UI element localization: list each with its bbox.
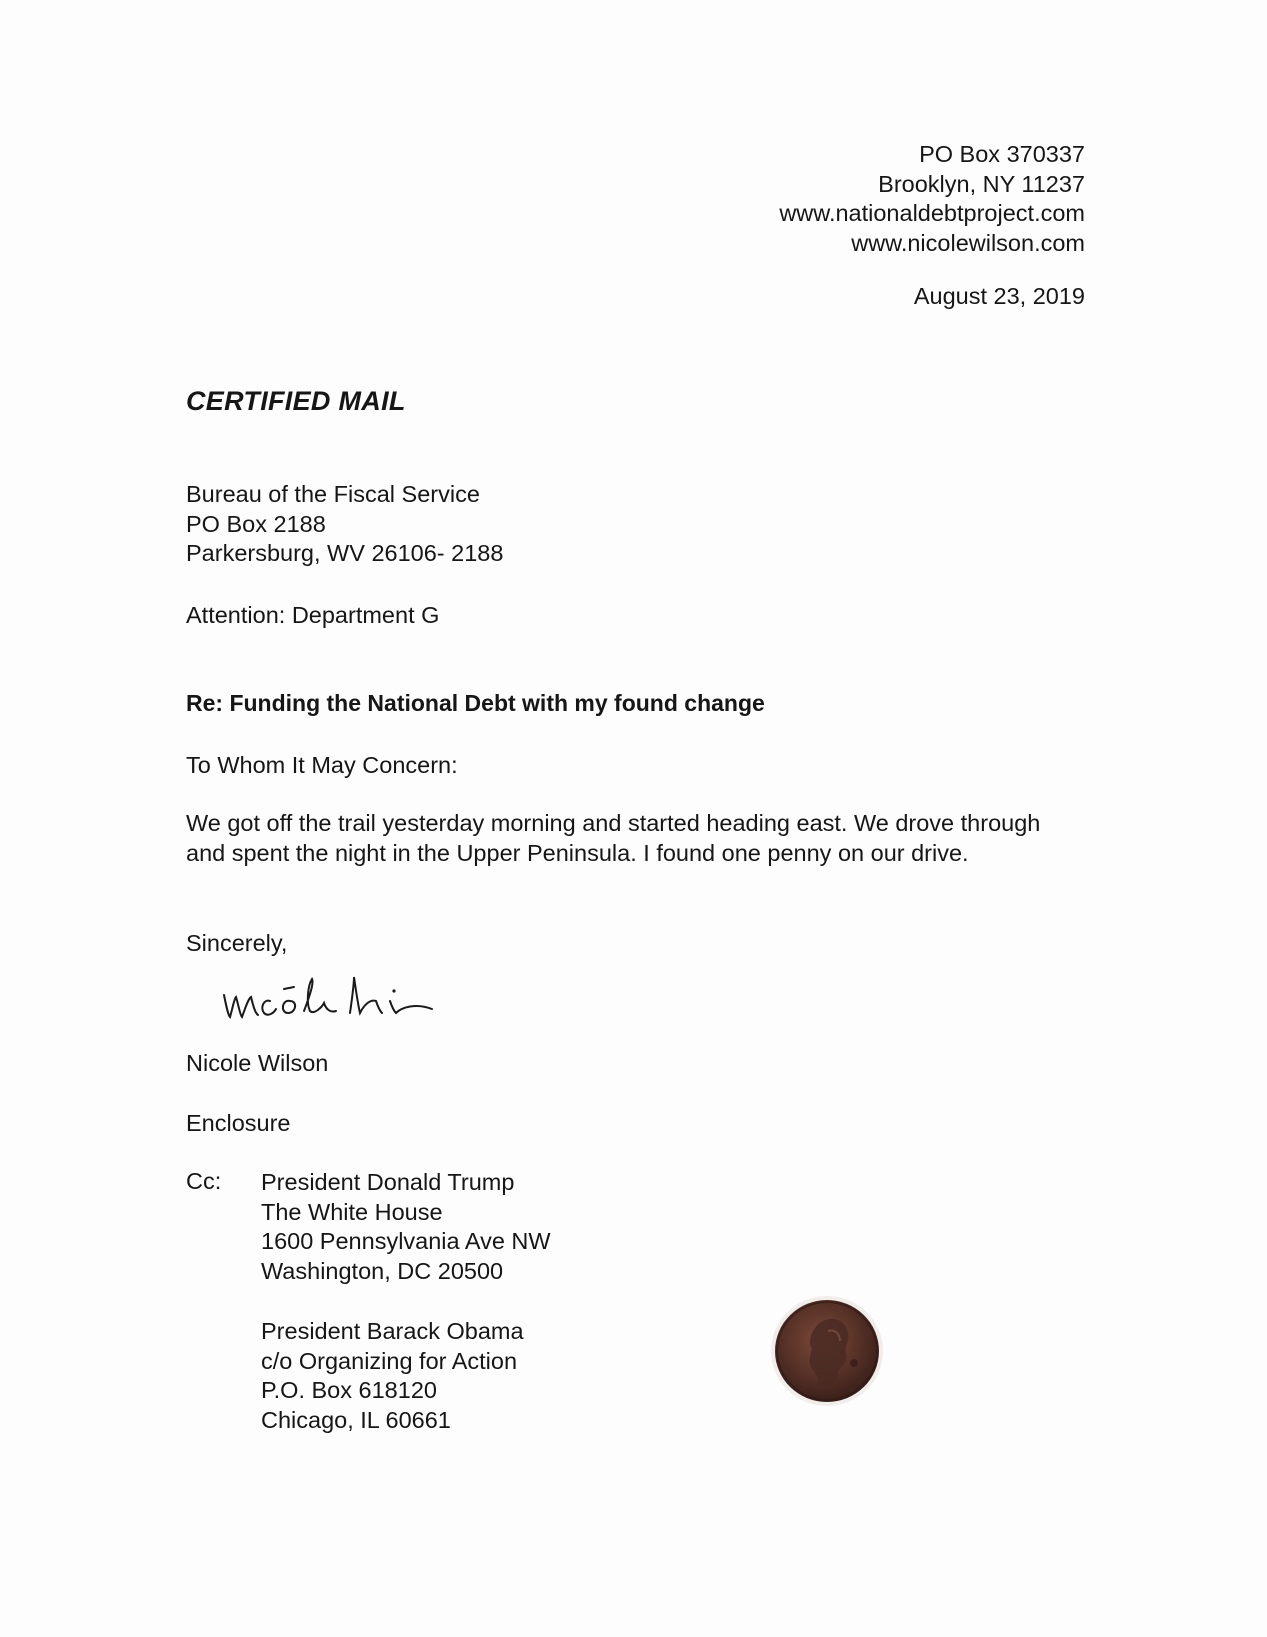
sender-address-line2: Brooklyn, NY 11237 xyxy=(878,170,1085,197)
cc-recipient-obama xyxy=(261,1317,524,1435)
cc-recipient-line: c/o Organizing for Action xyxy=(261,1347,518,1374)
sender-address-block xyxy=(485,140,1085,258)
signer-name: Nicole Wilson xyxy=(186,1050,329,1076)
recipient-name: Bureau of the Fiscal Service xyxy=(186,481,480,507)
handwritten-signature xyxy=(218,955,458,1035)
attention-line: Attention: Department G xyxy=(186,602,440,628)
recipient-address-line1: PO Box 2188 xyxy=(186,510,326,537)
closing: Sincerely, xyxy=(186,930,288,956)
cc-recipient-trump xyxy=(261,1168,551,1286)
sender-website-national-debt: www.nationaldebtproject.com xyxy=(779,200,1085,226)
cc-recipient-line: President Barack Obama xyxy=(261,1318,524,1344)
cc-recipient-line: President Donald Trump xyxy=(261,1169,515,1195)
sender-address-line1: PO Box 370337 xyxy=(919,141,1085,167)
penny-coin-image xyxy=(768,1293,886,1409)
cc-recipient-line: The White House xyxy=(261,1198,443,1225)
subject-line: Re: Funding the National Debt with my found change xyxy=(186,690,765,716)
cc-label: Cc: xyxy=(186,1168,222,1194)
letter-date: August 23, 2019 xyxy=(913,283,1085,309)
recipient-address-block xyxy=(186,480,503,569)
sender-website-personal: www.nicolewilson.com xyxy=(851,229,1085,256)
enclosure-note: Enclosure xyxy=(186,1110,291,1136)
cc-recipient-line: 1600 Pennsylvania Ave NW xyxy=(261,1228,551,1254)
salutation: To Whom It May Concern: xyxy=(186,752,458,778)
letter-body-paragraph: We got off the trail yesterday morning and started heading east. We drove through and spent the night in the Upper Peninsula. I found one penny on our drive. xyxy=(186,810,1041,866)
cc-recipient-line: Chicago, IL 60661 xyxy=(261,1406,451,1433)
recipient-address-line2: Parkersburg, WV 26106- 2188 xyxy=(186,540,504,566)
certified-mail-heading: CERTIFIED MAIL xyxy=(186,386,406,416)
cc-recipient-line: P.O. Box 618120 xyxy=(261,1377,437,1403)
cc-recipient-line: Washington, DC 20500 xyxy=(261,1257,504,1284)
